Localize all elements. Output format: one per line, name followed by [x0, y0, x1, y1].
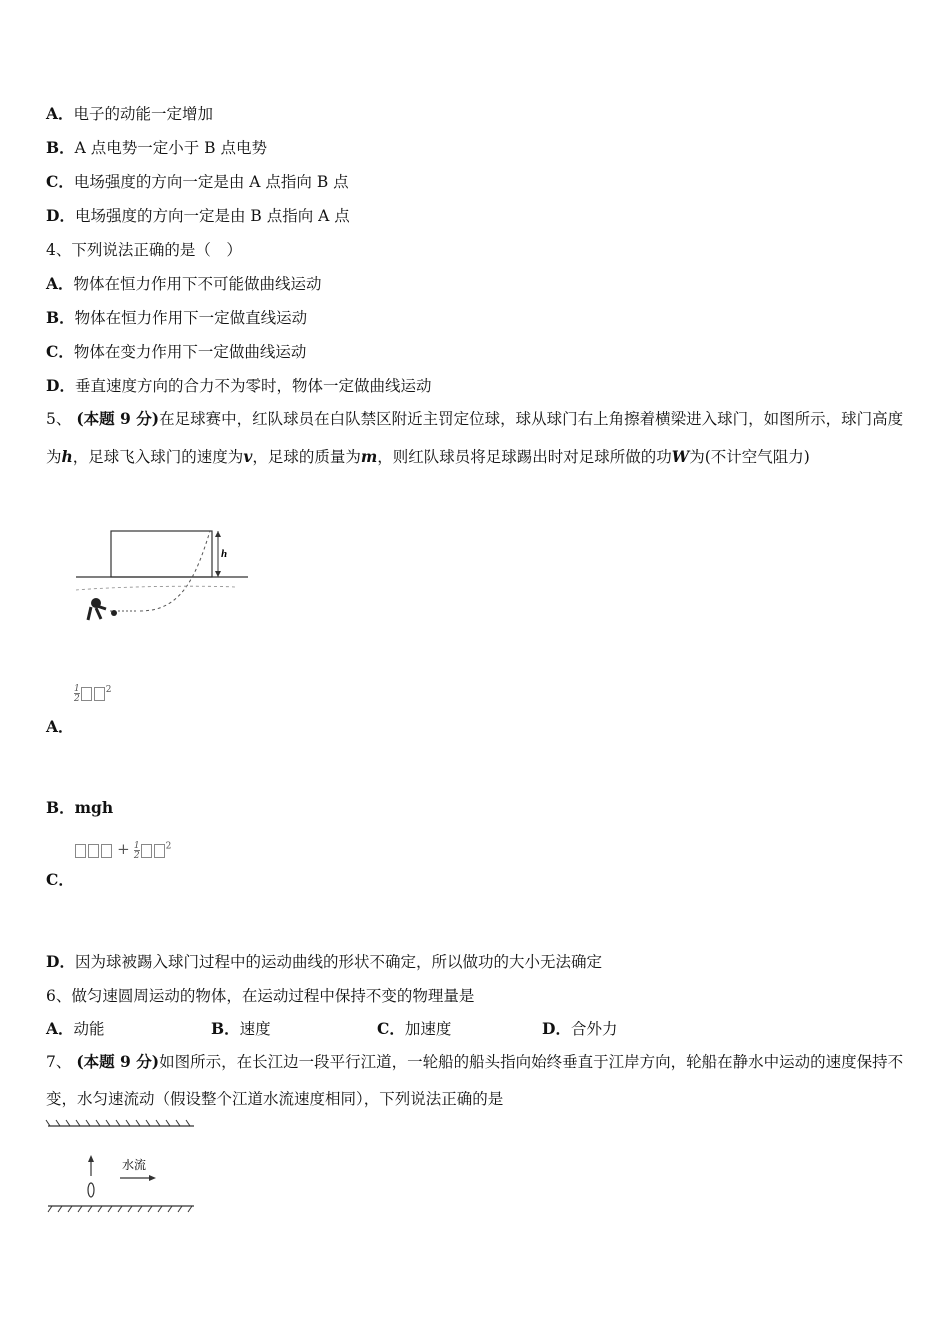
q4-option-c [46, 340, 306, 362]
boat-icon [88, 1183, 94, 1197]
q6-option-c [377, 1017, 451, 1039]
option-text: 垂直速度方向的合力不为零时，物体一定做曲线运动 [74, 377, 432, 395]
option-text: 速度 [239, 1020, 271, 1038]
q6-stem: 6、做匀速圆周运动的物体，在运动过程中保持不变的物理量是 [46, 987, 475, 1005]
ball-icon [111, 610, 117, 616]
q4-option-d [46, 374, 431, 396]
q3-option-b [46, 136, 267, 158]
option-text: 电子的动能一定增加 [73, 105, 214, 123]
option-letter: C． [46, 172, 74, 191]
q5-option-b [46, 796, 113, 818]
option-letter: C． [377, 1019, 405, 1038]
option-letter: A． [46, 274, 74, 293]
option-text: 动能 [73, 1020, 105, 1038]
stem-text: 如图所示，在长江边一段平行江道，一轮船的船头指向始终垂直于江岸方向，轮船在静水中运动的速度保持不变，水匀速流动（假设整个江道水流速度相同），下列说法正确的是 [46, 1053, 904, 1108]
option-letter: B． [211, 1019, 240, 1038]
score-tag: (本题 9 分) [76, 409, 160, 428]
q5-option-a-formula [74, 684, 111, 704]
option-letter: D． [46, 206, 75, 225]
q5-option-d [46, 950, 602, 972]
q4-option-b [46, 306, 307, 328]
frac-numerator: 1 [74, 684, 80, 694]
q5-stem [46, 400, 906, 476]
q5-option-c-letter: C． [46, 870, 74, 889]
option-text: 电场强度的方向一定是由 B 点指向 A 点 [74, 207, 350, 225]
option-text: A 点电势一定小于 B 点电势 [74, 139, 267, 157]
option-letter: A． [46, 1019, 74, 1038]
q5-option-a-letter: A． [46, 717, 74, 736]
score-tag: (本题 9 分) [76, 1052, 160, 1071]
option-letter: B． [46, 138, 75, 157]
option-letter: D． [542, 1019, 571, 1038]
option-text: 物体在恒力作用下不可能做曲线运动 [73, 275, 322, 293]
frac-denominator: 2 [133, 850, 140, 861]
q6-option-b [211, 1017, 271, 1039]
variable-w: W [671, 447, 690, 466]
variable-v: v [243, 447, 253, 466]
frac-numerator: 1 [133, 840, 140, 851]
option-letter: B． [46, 798, 75, 817]
height-label: h [221, 548, 228, 560]
q6-option-d [542, 1017, 617, 1039]
superscript: 2 [165, 841, 172, 852]
variable-h: h [61, 447, 73, 466]
option-letter: D． [46, 952, 75, 971]
q3-option-c [46, 170, 349, 192]
q4-stem: 4、下列说法正确的是（ ） [46, 241, 242, 259]
river-figure [44, 1118, 199, 1218]
soccer-goal-figure [70, 525, 255, 630]
q6-options [0, 1017, 950, 1039]
plus-sign: + [117, 840, 130, 858]
stem-text: 在足球赛中，红队球员在白队禁区附近主罚定位球，球从球门右上角擦着横梁进入球门，如图所示，球门高度为 [46, 410, 904, 466]
q3-option-a [46, 102, 213, 124]
superscript: 2 [105, 685, 112, 696]
q3-option-d [46, 204, 350, 226]
option-text: 加速度 [404, 1020, 452, 1038]
variable-m: m [360, 447, 378, 466]
question-number: 5、 [46, 410, 72, 428]
option-letter: C． [46, 342, 74, 361]
option-letter: B． [46, 308, 75, 327]
option-text: mgh [74, 798, 114, 817]
option-text: 物体在恒力作用下一定做直线运动 [74, 309, 308, 327]
stem-text: ，足球飞入球门的速度为 [72, 448, 244, 466]
stem-text: ，则红队球员将足球踢出时对足球所做的功 [377, 448, 672, 466]
option-text: 合外力 [570, 1020, 618, 1038]
option-text: 物体在变力作用下一定做曲线运动 [73, 343, 307, 361]
q4-option-a [46, 272, 322, 294]
stem-text: ，足球的质量为 [252, 448, 361, 466]
option-letter: A． [46, 104, 74, 123]
q6-option-a [46, 1017, 105, 1039]
option-letter: D． [46, 376, 75, 395]
option-text: 电场强度的方向一定是由 A 点指向 B 点 [73, 173, 349, 191]
q5-option-c-formula [74, 840, 171, 861]
water-flow-label: 水流 [122, 1158, 147, 1172]
stem-text: 为(不计空气阻力) [689, 448, 810, 466]
q7-stem [46, 1043, 906, 1118]
frac-denominator: 2 [74, 694, 80, 704]
option-text: 因为球被踢入球门过程中的运动曲线的形状不确定，所以做功的大小无法确定 [74, 953, 602, 971]
question-number: 7、 [46, 1053, 72, 1071]
